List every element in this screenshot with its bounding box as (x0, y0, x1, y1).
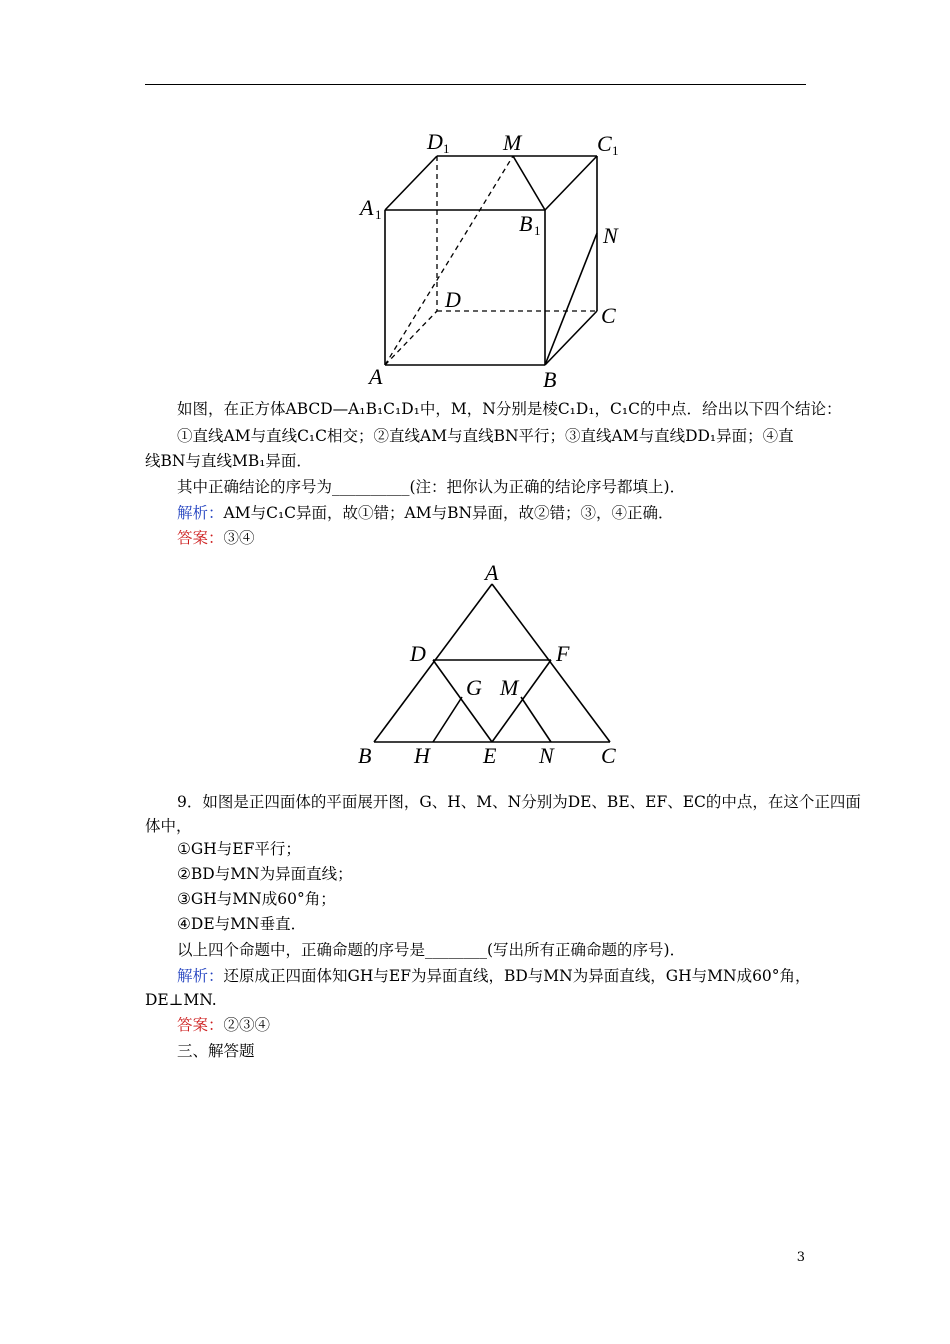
q9-analysis-label: 解析： (177, 967, 224, 985)
label-M: M (503, 130, 522, 155)
cube-diagram (355, 125, 635, 395)
label-C: C (601, 743, 616, 768)
label-B: B (543, 367, 557, 392)
cube-figure (355, 125, 635, 395)
label-N: N (603, 223, 618, 248)
edge-C1-B1 (545, 156, 597, 210)
q9-answer-text: ②③④ (223, 1016, 271, 1034)
q9-stem-line1: 9．如图是正四面体的平面展开图，G、H、M、N分别为DE、BE、EF、EC的中点，在这个正四面 (177, 793, 861, 811)
label-B: B (358, 743, 372, 768)
q8-analysis-text: AM与C₁C异面，故①错；AM与BN异面，故②错；③，④正确． (223, 504, 674, 522)
page-number: 3 (796, 1250, 805, 1265)
q9-answer (177, 1015, 810, 1035)
label-G: G (466, 675, 482, 700)
label-N: N (539, 743, 554, 768)
label-D1-sub: 1 (443, 141, 450, 156)
header-rule (145, 84, 806, 85)
q9-stem-line2: 体中， (145, 817, 192, 835)
label-A: A (369, 364, 383, 389)
section-heading: 三、解答题 (177, 1042, 255, 1060)
hidden-edge-A-D (385, 311, 437, 365)
q8-analysis (177, 503, 810, 523)
segment-B-N (545, 233, 597, 365)
tetrahedron-net-figure (350, 560, 630, 770)
label-D: D (410, 641, 426, 666)
q8-stem-line2: ①直线AM与直线C₁C相交；②直线AM与直线BN平行；③直线AM与直线DD₁异面；④直 (177, 427, 794, 445)
label-H: H (414, 743, 430, 768)
label-A: A (485, 560, 499, 585)
q9-analysis-line2: DE⊥MN. (145, 991, 217, 1009)
label-C1-sub: 1 (612, 143, 619, 158)
edge-A1-D1 (385, 156, 437, 210)
segment-G-H (433, 697, 462, 742)
label-B1-sub: 1 (534, 223, 541, 238)
label-A1-sub: 1 (375, 207, 382, 222)
segment-M-B1 (513, 156, 545, 210)
label-F: F (556, 641, 570, 666)
label-C: C (601, 303, 616, 328)
edge-C-B (545, 311, 597, 365)
q8-answer (177, 528, 810, 548)
q8-answer-label: 答案： (177, 529, 224, 547)
q8-stem-line4: 其中正确结论的序号为__________(注：把你认为正确的结论序号都填上)． (177, 478, 686, 496)
label-M: M (500, 675, 519, 700)
q8-answer-text: ③④ (223, 529, 255, 547)
net-diagram (350, 560, 630, 770)
label-B1: B (519, 211, 533, 236)
q9-item4: ④DE与MN垂直． (177, 915, 307, 933)
q9-analysis-text-line1: 还原成正四面体知GH与EF为异面直线，BD与MN为异面直线，GH与MN成60°角， (223, 967, 811, 985)
label-C1: C (597, 131, 612, 156)
hidden-segment-A-M (385, 156, 513, 365)
label-A1: A (360, 195, 374, 220)
q8-stem-line3: 线BN与直线MB₁异面． (145, 452, 312, 470)
q8-analysis-label: 解析： (177, 504, 224, 522)
q9-item2: ②BD与MN为异面直线； (177, 865, 353, 883)
q9-analysis (177, 966, 810, 986)
q9-item1: ①GH与EF平行； (177, 840, 301, 858)
q9-question: 以上四个命题中，正确命题的序号是________(写出所有正确命题的序号)． (177, 941, 686, 959)
q9-item3: ③GH与MN成60°角； (177, 890, 336, 908)
label-D1: D (427, 129, 443, 154)
q9-answer-label: 答案： (177, 1016, 224, 1034)
label-E: E (483, 743, 497, 768)
segment-M-N (521, 697, 551, 742)
q8-stem-line1: 如图，在正方体ABCD—A₁B₁C₁D₁中，M，N分别是棱C₁D₁，C₁C的中点．给出以下四个结论： (177, 400, 842, 418)
label-D: D (445, 287, 461, 312)
